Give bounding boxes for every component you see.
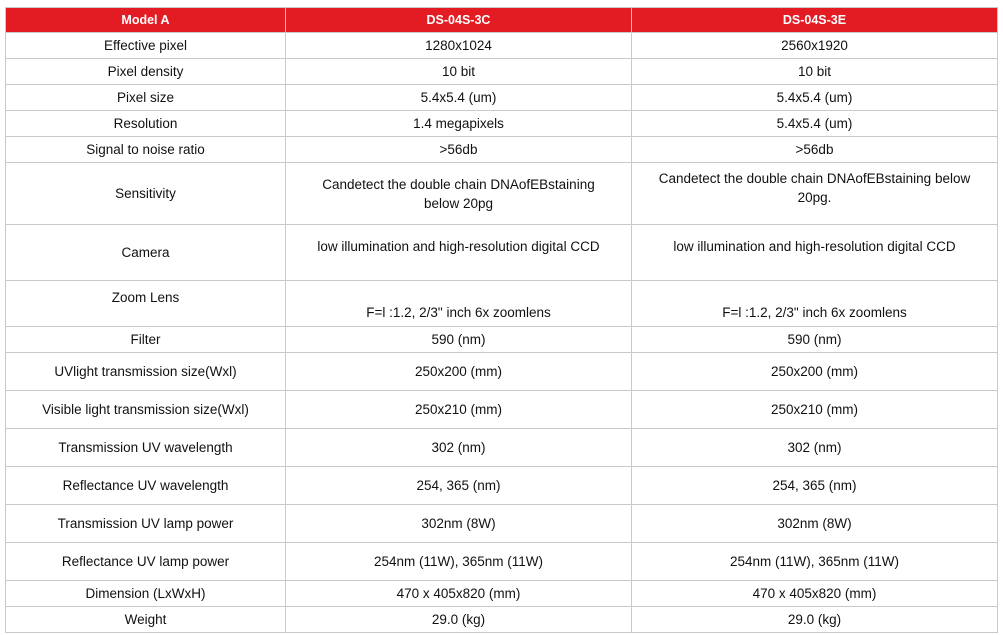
row-value-3e: 254, 365 (nm) [632, 467, 998, 505]
row-value-3e: 2560x1920 [632, 33, 998, 59]
table-row [6, 505, 998, 543]
row-label: Pixel density [6, 59, 286, 85]
row-value-3c: >56db [286, 137, 632, 163]
row-value-text: Candetect the double chain DNAofEBstaining below 20pg [322, 176, 595, 211]
table-row [6, 59, 998, 85]
row-value-text: Candetect the double chain DNAofEBstaining below 20pg. [658, 170, 971, 205]
row-label: Transmission UV lamp power [6, 505, 286, 543]
spec-sheet [5, 7, 997, 633]
table-row [6, 467, 998, 505]
table-row [6, 137, 998, 163]
row-value-3e: 302 (nm) [632, 429, 998, 467]
row-value-3c: 470 x 405x820 (mm) [286, 581, 632, 607]
table-row [6, 33, 998, 59]
row-value-3c [286, 163, 632, 225]
row-label: Visible light transmission size(Wxl) [6, 391, 286, 429]
table-row [6, 327, 998, 353]
row-value-3e: 302nm (8W) [632, 505, 998, 543]
row-value-3c: 1.4 megapixels [286, 111, 632, 137]
row-label [6, 281, 286, 327]
row-value-3e: 470 x 405x820 (mm) [632, 581, 998, 607]
row-value-3c: 250x200 (mm) [286, 353, 632, 391]
row-value-3c: F=l :1.2, 2/3" inch 6x zoomlens [286, 281, 632, 327]
table-row [6, 429, 998, 467]
row-value-3c: 302nm (8W) [286, 505, 632, 543]
row-value-3e [632, 163, 998, 225]
row-value-3e: 5.4x5.4 (um) [632, 111, 998, 137]
row-label: Reflectance UV lamp power [6, 543, 286, 581]
header-model-3c: DS-04S-3C [286, 8, 632, 33]
row-label: Camera [6, 225, 286, 281]
row-value-3c: 590 (nm) [286, 327, 632, 353]
table-row [6, 163, 998, 225]
row-value-3e: 5.4x5.4 (um) [632, 85, 998, 111]
row-label: Dimension (LxWxH) [6, 581, 286, 607]
row-value-3c: 1280x1024 [286, 33, 632, 59]
table-row [6, 281, 998, 327]
table-row [6, 225, 998, 281]
row-label: Resolution [6, 111, 286, 137]
row-label: Transmission UV wavelength [6, 429, 286, 467]
row-value-3c: 29.0 (kg) [286, 607, 632, 633]
row-value-3c: 250x210 (mm) [286, 391, 632, 429]
row-label: Sensitivity [6, 163, 286, 225]
row-value-text: low illumination and high-resolution digital CCD [317, 239, 600, 254]
row-value-3e [632, 225, 998, 281]
row-label: Weight [6, 607, 286, 633]
row-value-3e: 250x200 (mm) [632, 353, 998, 391]
row-label-text: Zoom Lens [111, 290, 180, 305]
row-value-text: low illumination and high-resolution digital CCD [673, 239, 956, 254]
table-row [6, 391, 998, 429]
header-row [6, 8, 998, 33]
row-label: Reflectance UV wavelength [6, 467, 286, 505]
row-value-3c: 254nm (11W), 365nm (11W) [286, 543, 632, 581]
row-value-3e: 29.0 (kg) [632, 607, 998, 633]
row-value-3e: 590 (nm) [632, 327, 998, 353]
row-label: Pixel size [6, 85, 286, 111]
table-row [6, 85, 998, 111]
row-label: UVlight transmission size(Wxl) [6, 353, 286, 391]
row-value-3e: 10 bit [632, 59, 998, 85]
header-model-label: Model A [6, 8, 286, 33]
table-row [6, 581, 998, 607]
row-label: Filter [6, 327, 286, 353]
row-value-3e: 254nm (11W), 365nm (11W) [632, 543, 998, 581]
row-label: Signal to noise ratio [6, 137, 286, 163]
table-row [6, 353, 998, 391]
table-row [6, 607, 998, 633]
table-row [6, 111, 998, 137]
header-model-3e: DS-04S-3E [632, 8, 998, 33]
row-value-3c: 5.4x5.4 (um) [286, 85, 632, 111]
row-value-3e: >56db [632, 137, 998, 163]
row-value-3e: 250x210 (mm) [632, 391, 998, 429]
row-value-3c: 302 (nm) [286, 429, 632, 467]
row-value-3c: 254, 365 (nm) [286, 467, 632, 505]
row-value-3c: 10 bit [286, 59, 632, 85]
row-value-3c [286, 225, 632, 281]
row-label: Effective pixel [6, 33, 286, 59]
row-value-3e: F=l :1.2, 2/3" inch 6x zoomlens [632, 281, 998, 327]
table-row [6, 543, 998, 581]
spec-table [5, 7, 998, 633]
